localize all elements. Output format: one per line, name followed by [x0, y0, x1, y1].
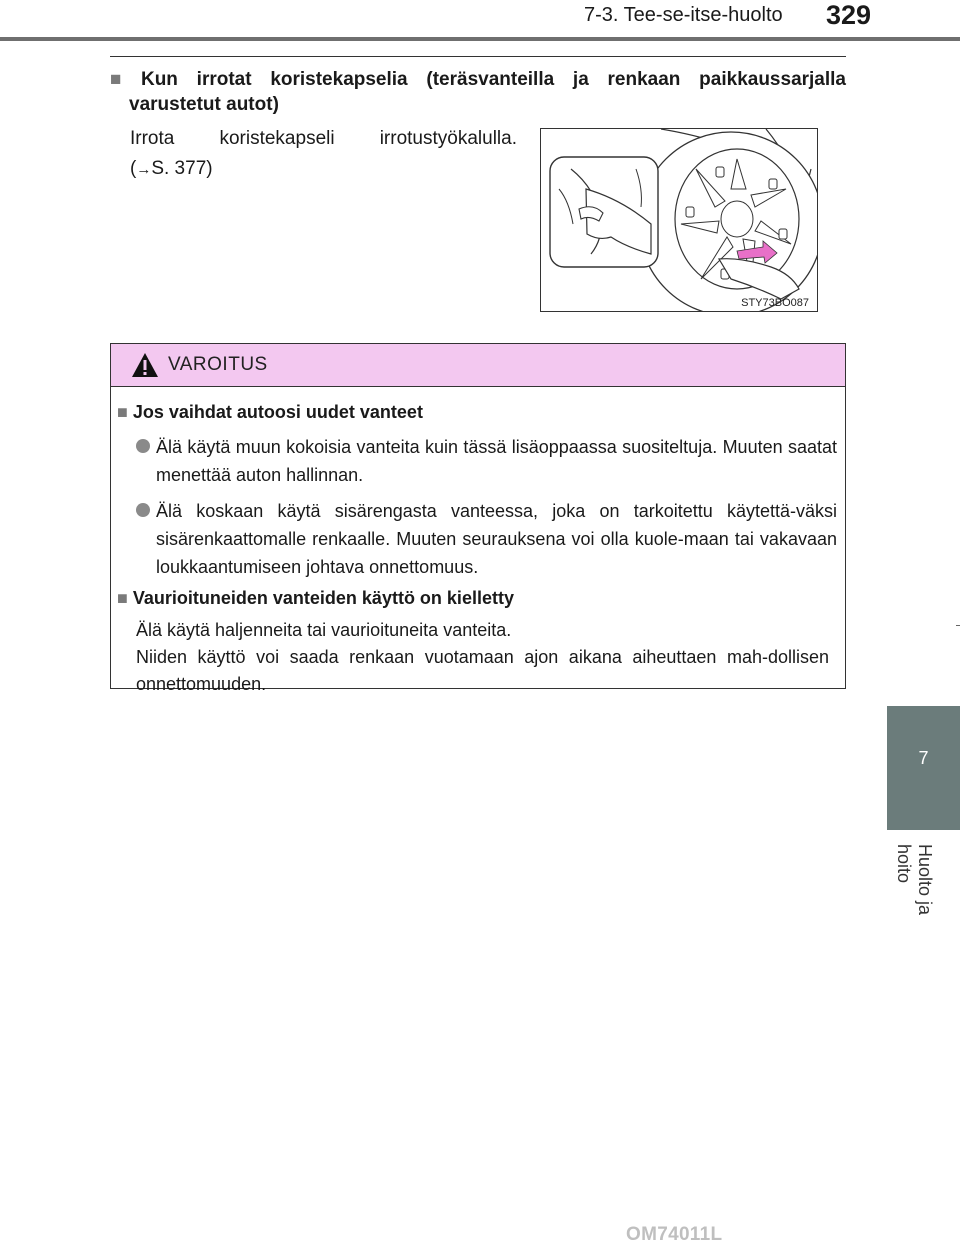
bullet-dot-icon [136, 439, 150, 453]
page-number: 329 [826, 0, 872, 30]
page-reference[interactable]: (→S. 377) [130, 158, 213, 179]
heading-marker: ■ [110, 69, 135, 90]
warning-subheading: ■ Vaurioituneiden vanteiden käyttö on kielletty [117, 588, 514, 608]
intro-line: Irrota koristekapseli irrotustyökalulla. [130, 128, 517, 149]
figure-code: STY73BO087 [741, 297, 809, 309]
section-divider [110, 56, 846, 57]
header-rule [0, 37, 960, 41]
footer-code: OM74011L [626, 1224, 723, 1245]
chapter-number: 7 [918, 748, 929, 768]
side-mark [956, 625, 960, 626]
heading-text: Kun irrotat koristekapselia (teräsvanteilla ja renkaan paikkaussarjalla varustetut autot) [129, 69, 846, 115]
subheading-marker: ■ [117, 402, 128, 422]
header-section-title: 7-3. Tee-se-itse-huolto [584, 4, 783, 26]
chapter-tab[interactable] [887, 706, 960, 830]
warning-header [111, 344, 845, 387]
chapter-label: Huolto ja hoito [894, 844, 935, 916]
wheel-cap-removal-drawing [541, 129, 817, 311]
warning-subheading: ■ Jos vaihdat autoosi uudet vanteet [117, 402, 423, 422]
intro-text [130, 124, 517, 185]
section-heading [110, 67, 846, 117]
warning-triangle-icon [131, 352, 159, 378]
wheel-cap-illustration [540, 128, 818, 312]
bullet-dot-icon [136, 503, 150, 517]
warning-paragraph: Älä käytä haljenneita tai vaurioituneita vanteita. Niiden käyttö voi saada renkaan vuotamaan ajon aikana aiheuttaen mah-dollisen onnettomuuden. [136, 620, 829, 694]
warning-title: VAROITUS [168, 354, 268, 375]
arrow-right-icon: → [136, 161, 152, 178]
warning-box [110, 343, 846, 694]
warning-bullet: Älä koskaan käytä sisärengasta vanteessa, joka on tarkoitettu käytettä-väksi sisärenkaattomalle renkaalle. Muuten seurauksena voi olla kuole-maan tai vakavaan loukkaantumiseen johtava onnettomuus. [136, 497, 837, 581]
subheading-marker: ■ [117, 588, 128, 608]
warning-bullet: Älä käytä muun kokoisia vanteita kuin tässä lisäoppaassa suositeltuja. Muuten saatat menettää auton hallinnan. [136, 433, 837, 489]
